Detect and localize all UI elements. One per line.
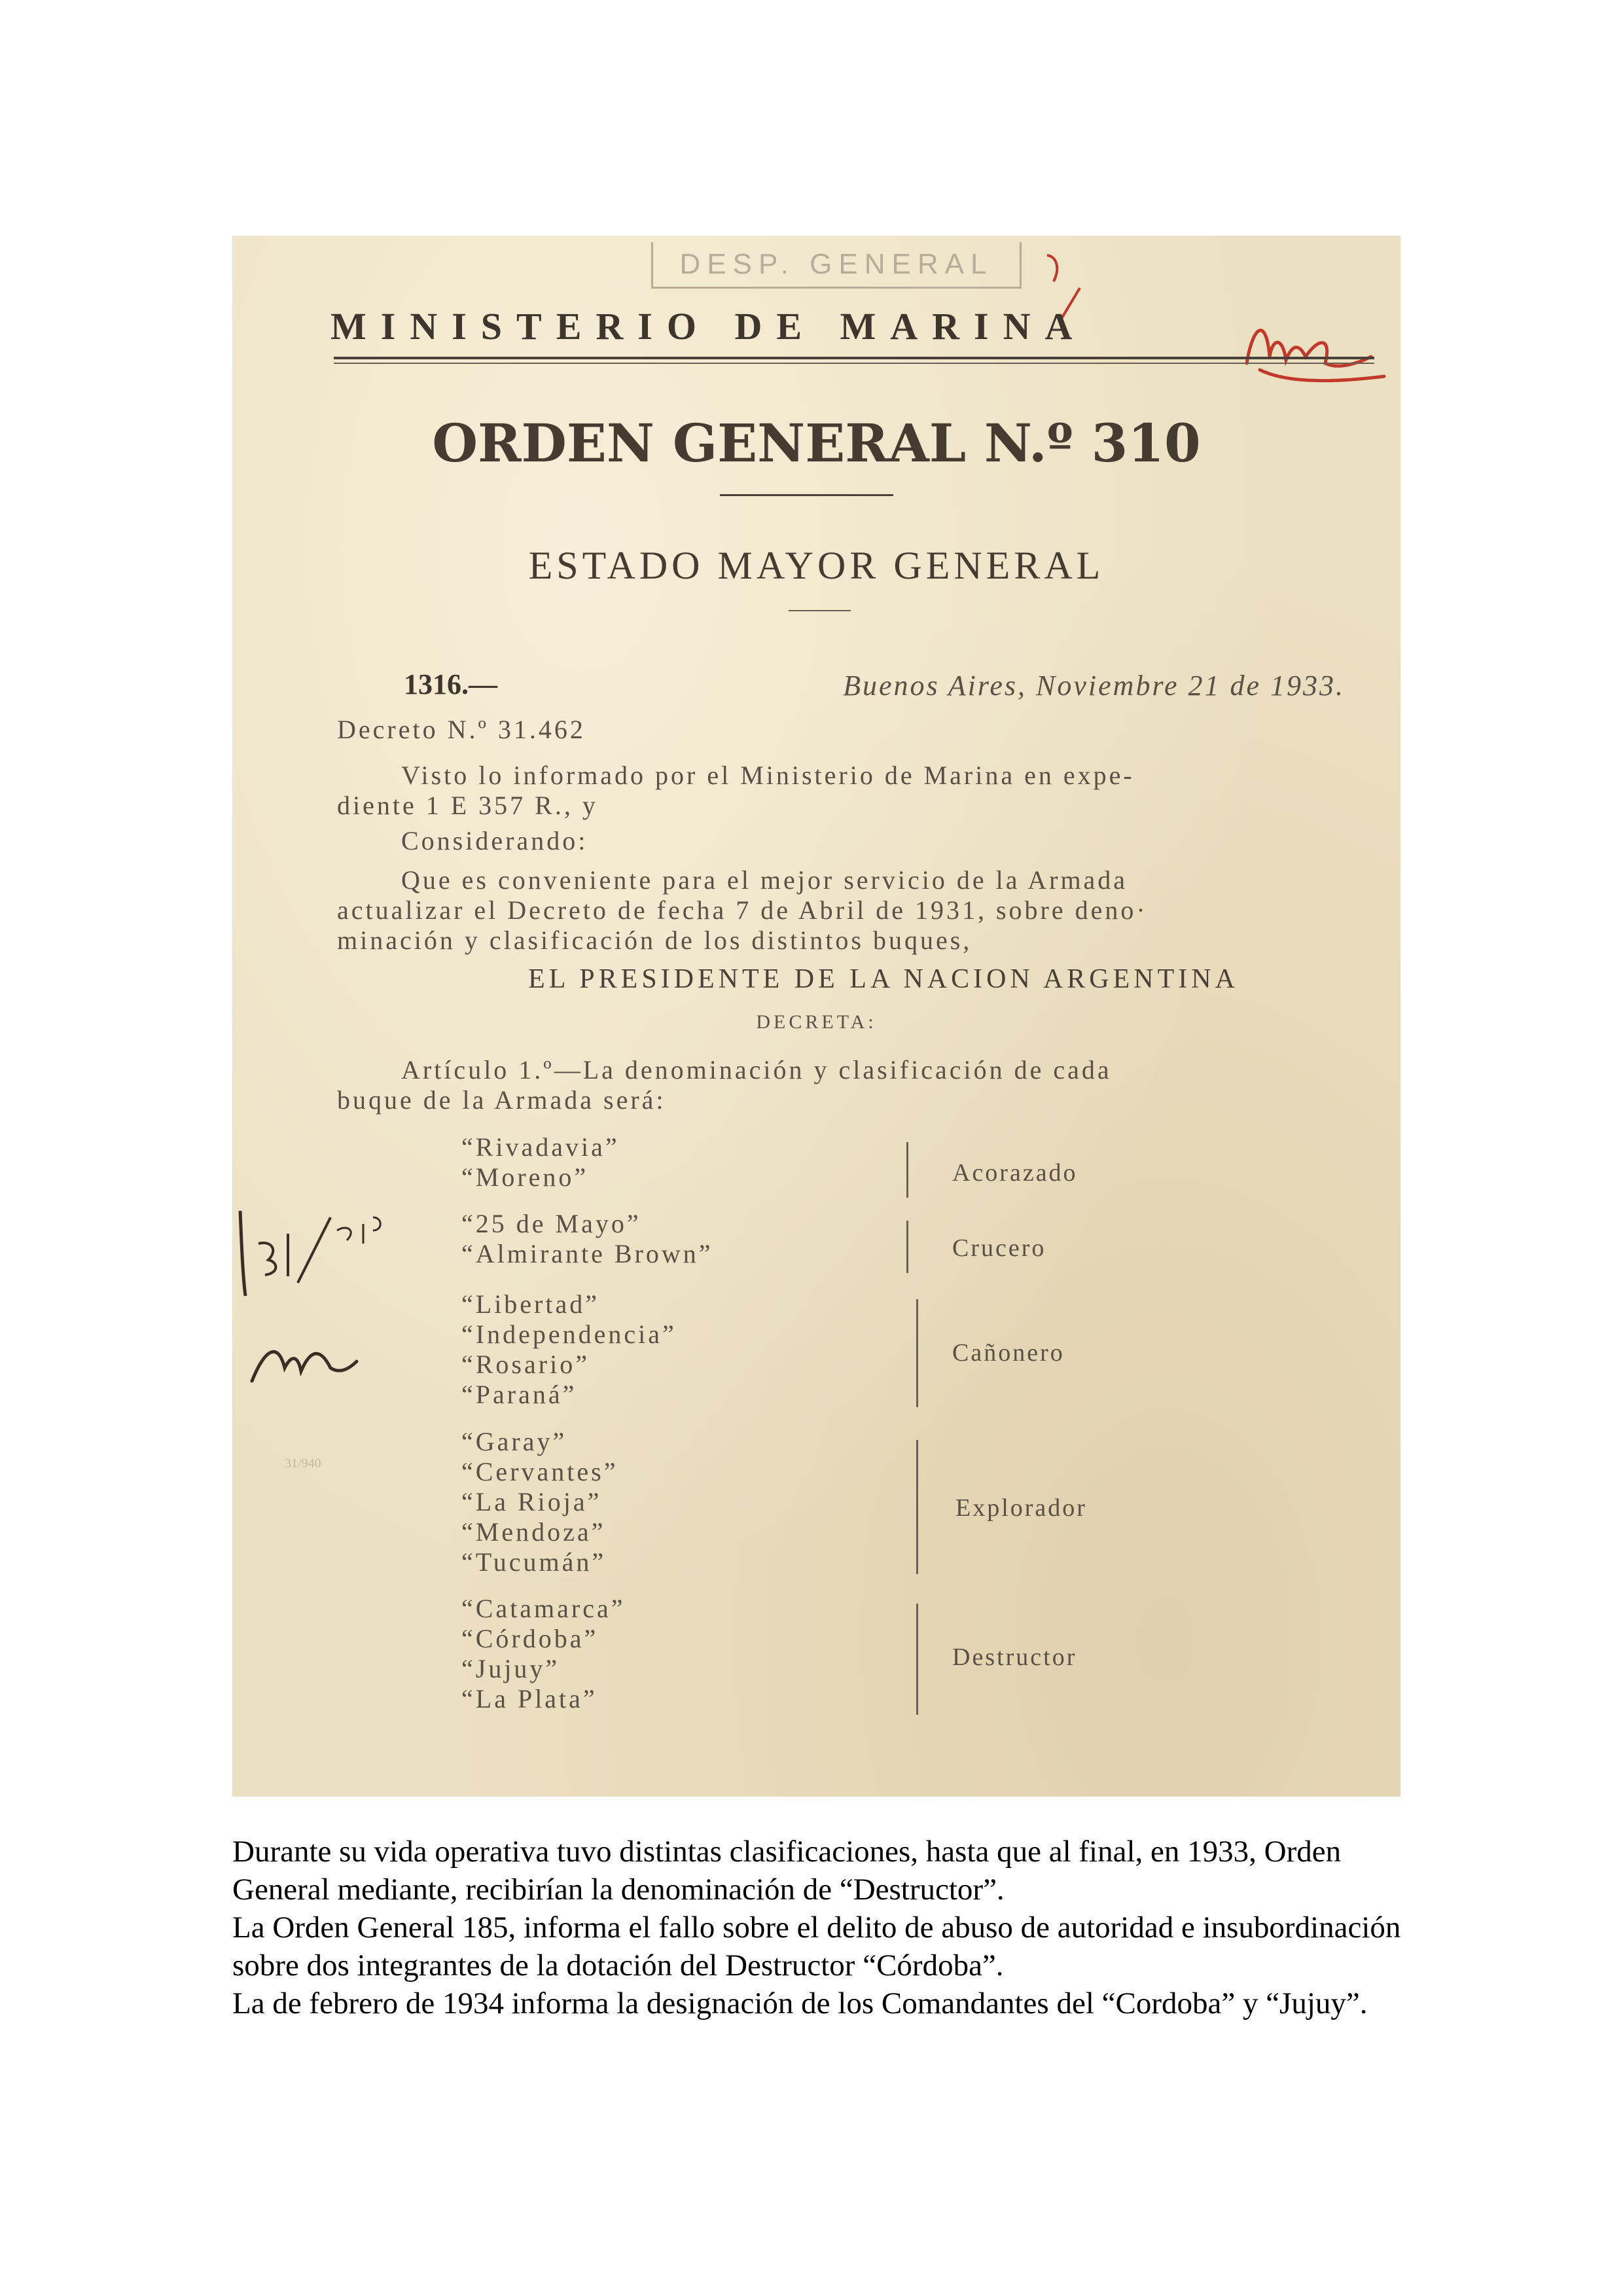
ministry-heading: MINISTERIO DE MARINA (330, 305, 1087, 348)
scanned-document-image (232, 236, 1400, 1797)
class-acorazado: Acorazado (952, 1159, 1078, 1187)
footer-paragraph: Durante su vida operativa tuvo distintas clasificaciones, hasta que al final, en 1933, Orden General mediante, recibirían la denominación de “Destructor”. (232, 1835, 1342, 1907)
decree-number: Decreto N.º 31.462 (337, 715, 586, 744)
ship-list-crucero (461, 1209, 713, 1269)
que-line-3: minación y clasificación de los distintos buques, (337, 925, 972, 955)
que-line-2: actualizar el Decreto de fecha 7 de Abril de 1931, sobre deno· (337, 895, 1148, 925)
footer-paragraph: La Orden General 185, informa el fallo sobre el delito de abuso de autoridad e insubordinación sobre dos integrantes de la dotación del Destructor “Córdoba”. (232, 1910, 1401, 1982)
handwritten-margin-note (232, 1204, 402, 1407)
class-canonero: Cañonero (952, 1339, 1065, 1367)
president-heading: EL PRESIDENTE DE LA NACION ARGENTINA (528, 964, 1239, 994)
ship-name: “Córdoba” (461, 1624, 599, 1653)
desp-general-stamp: DESP. GENERAL (651, 242, 1022, 289)
ship-name: “Cervantes” (461, 1457, 618, 1486)
considerando: Considerando: (401, 826, 588, 855)
que-line-1: Que es conveniente para el mejor servicio de la Armada (401, 865, 1128, 895)
red-signature (1234, 298, 1391, 396)
footer-commentary (232, 1833, 1410, 2022)
footer-paragraph: La de febrero de 1934 informa la designación de los Comandantes del “Cordoba” y “Jujuy”. (232, 1986, 1368, 2020)
ship-name: “Catamarca” (461, 1594, 626, 1623)
brace (906, 1221, 908, 1273)
ship-name: “Tucumán” (461, 1547, 607, 1577)
order-title: ORDEN GENERAL N.º 310 (432, 412, 1201, 474)
title-divider (720, 494, 893, 496)
ship-name: “25 de Mayo” (461, 1209, 641, 1238)
article-line-2: buque de la Armada será: (337, 1085, 666, 1115)
ship-name: “Moreno” (461, 1162, 589, 1192)
margin-note-text: 31/940 (285, 1456, 321, 1471)
ship-list-canonero (461, 1289, 677, 1410)
ship-list-acorazado (461, 1132, 620, 1193)
class-explorador: Explorador (955, 1494, 1087, 1522)
ship-name: “Jujuy” (461, 1654, 560, 1683)
ship-name: “Rosario” (461, 1350, 590, 1379)
ship-name: “Paraná” (461, 1380, 577, 1409)
ship-name: “Garay” (461, 1427, 567, 1456)
staff-heading: ESTADO MAYOR GENERAL (528, 544, 1105, 587)
heading-rule-secondary (334, 363, 1374, 364)
article-line-1: Artículo 1.º—La denominación y clasificación de cada (401, 1055, 1112, 1085)
brace (906, 1142, 908, 1198)
class-crucero: Crucero (952, 1234, 1046, 1262)
ship-name: “La Plata” (461, 1684, 597, 1713)
ship-name: “Mendoza” (461, 1517, 606, 1547)
ship-name: “Independencia” (461, 1319, 677, 1349)
ship-name: “Rivadavia” (461, 1132, 620, 1162)
heading-rule (334, 357, 1374, 359)
brace (916, 1604, 918, 1715)
ship-list-explorador (461, 1427, 618, 1577)
brace (916, 1299, 918, 1407)
ship-name: “La Rioja” (461, 1487, 602, 1516)
visto-line-1: Visto lo informado por el Ministerio de Marina en expe- (401, 761, 1135, 790)
order-number: 1316.— (404, 668, 497, 700)
decreta-label: DECRETA: (756, 1011, 877, 1033)
staff-divider (789, 610, 851, 611)
visto-line-2: diente 1 E 357 R., y (337, 791, 598, 820)
brace (916, 1440, 918, 1574)
class-destructor: Destructor (952, 1643, 1077, 1671)
place-date: Buenos Aires, Noviembre 21 de 1933. (843, 670, 1345, 702)
ship-name: “Libertad” (461, 1289, 599, 1319)
ship-name: “Almirante Brown” (461, 1239, 713, 1268)
ship-list-destructor (461, 1594, 626, 1714)
